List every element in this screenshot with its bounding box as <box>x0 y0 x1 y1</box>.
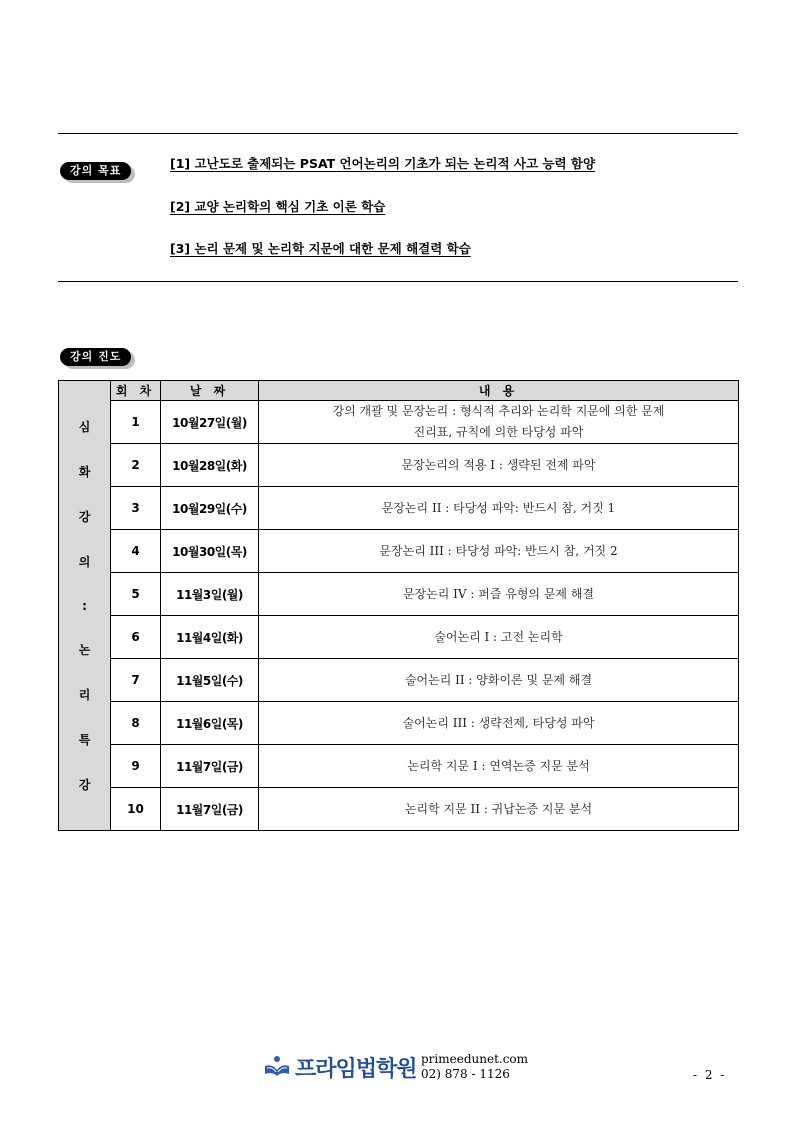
course-side-label <box>59 381 111 831</box>
footer-logo <box>263 1052 417 1083</box>
table-row <box>59 616 739 659</box>
goal-item-1: [1] 고난도로 출제되는 PSAT 언어논리의 기초가 되는 논리적 사고 능력 함양 <box>170 156 596 171</box>
session-number: 7 <box>111 659 161 702</box>
session-content: 문장논리 IV : 퍼즐 유형의 문제 해결 <box>259 573 739 616</box>
table-row <box>59 788 739 831</box>
side-label-char: 심 <box>78 420 91 434</box>
session-number: 6 <box>111 616 161 659</box>
session-content: 논리학 지문 II : 귀납논증 지문 분석 <box>259 788 739 831</box>
table-row <box>59 745 739 788</box>
table-header-row <box>59 381 739 401</box>
side-label-char: 논 <box>78 642 91 657</box>
session-number: 9 <box>111 745 161 788</box>
session-date: 10월30일(목) <box>161 530 259 573</box>
session-content: 술어논리 II : 양화이론 및 문제 해결 <box>259 659 739 702</box>
session-date: 11월4일(화) <box>161 616 259 659</box>
session-number: 8 <box>111 702 161 745</box>
page-number: - 2 - <box>693 1068 727 1082</box>
session-number: 3 <box>111 487 161 530</box>
session-number: 5 <box>111 573 161 616</box>
logo-text: 프라임법학원 <box>295 1057 417 1082</box>
session-date: 10월28일(화) <box>161 444 259 487</box>
session-number: 4 <box>111 530 161 573</box>
table-row <box>59 530 739 573</box>
session-date: 11월3일(월) <box>161 573 259 616</box>
schedule-pill: 강의 진도 <box>60 348 131 366</box>
session-content: 문장논리 III : 타당성 파악: 반드시 참, 거짓 2 <box>259 530 739 573</box>
table-row <box>59 444 739 487</box>
side-label-char: 강 <box>78 778 91 792</box>
session-content-line: 진리표, 규칙에 의한 타당성 파악 <box>413 425 584 439</box>
side-label-char: 강 <box>78 510 91 525</box>
header-content: 내 용 <box>259 381 739 401</box>
session-content: 문장논리의 적용 I : 생략된 전제 파악 <box>259 444 739 487</box>
top-rule <box>58 133 738 134</box>
table-row <box>59 702 739 745</box>
header-session: 회 차 <box>111 381 161 401</box>
book-icon <box>263 1054 291 1082</box>
session-content: 문장논리 II : 타당성 파악: 반드시 참, 거짓 1 <box>259 487 739 530</box>
session-date: 11월6일(목) <box>161 702 259 745</box>
contact-info <box>421 1052 528 1082</box>
goals-pill: 강의 목표 <box>60 162 131 180</box>
table-row <box>59 487 739 530</box>
session-date: 11월7일(금) <box>161 745 259 788</box>
website-text: primeedunet.com <box>421 1052 529 1066</box>
goal-item-3: [3] 논리 문제 및 논리학 지문에 대한 문제 해결력 학습 <box>170 241 471 256</box>
session-content-line: 강의 개괄 및 문장논리 : 형식적 추리와 논리학 지문에 의한 문제 <box>332 404 665 418</box>
session-content: 논리학 지문 I : 연역논증 지문 분석 <box>259 745 739 788</box>
session-content <box>259 401 739 444</box>
goal-item-2: [2] 교양 논리학의 핵심 기초 이론 학습 <box>170 199 386 214</box>
side-label-char: 의 <box>78 555 91 570</box>
schedule-table <box>58 380 739 831</box>
phone-text: 02) 878 - 1126 <box>421 1067 510 1081</box>
session-content: 술어논리 III : 생략전제, 타당성 파악 <box>259 702 739 745</box>
side-label-char: 리 <box>78 687 91 702</box>
table-row <box>59 659 739 702</box>
session-date: 10월27일(월) <box>161 401 259 444</box>
header-date: 날 짜 <box>161 381 259 401</box>
side-label-char: : <box>82 598 87 613</box>
session-date: 10월29일(수) <box>161 487 259 530</box>
session-date: 11월5일(수) <box>161 659 259 702</box>
session-date: 11월7일(금) <box>161 788 259 831</box>
session-content: 술어논리 I : 고전 논리학 <box>259 616 739 659</box>
goals-bottom-rule <box>58 281 738 282</box>
side-label-char: 특 <box>78 732 91 747</box>
session-number: 1 <box>111 401 161 444</box>
table-row <box>59 401 739 444</box>
session-number: 10 <box>111 788 161 831</box>
session-number: 2 <box>111 444 161 487</box>
side-label-char: 화 <box>78 465 91 480</box>
table-row <box>59 573 739 616</box>
